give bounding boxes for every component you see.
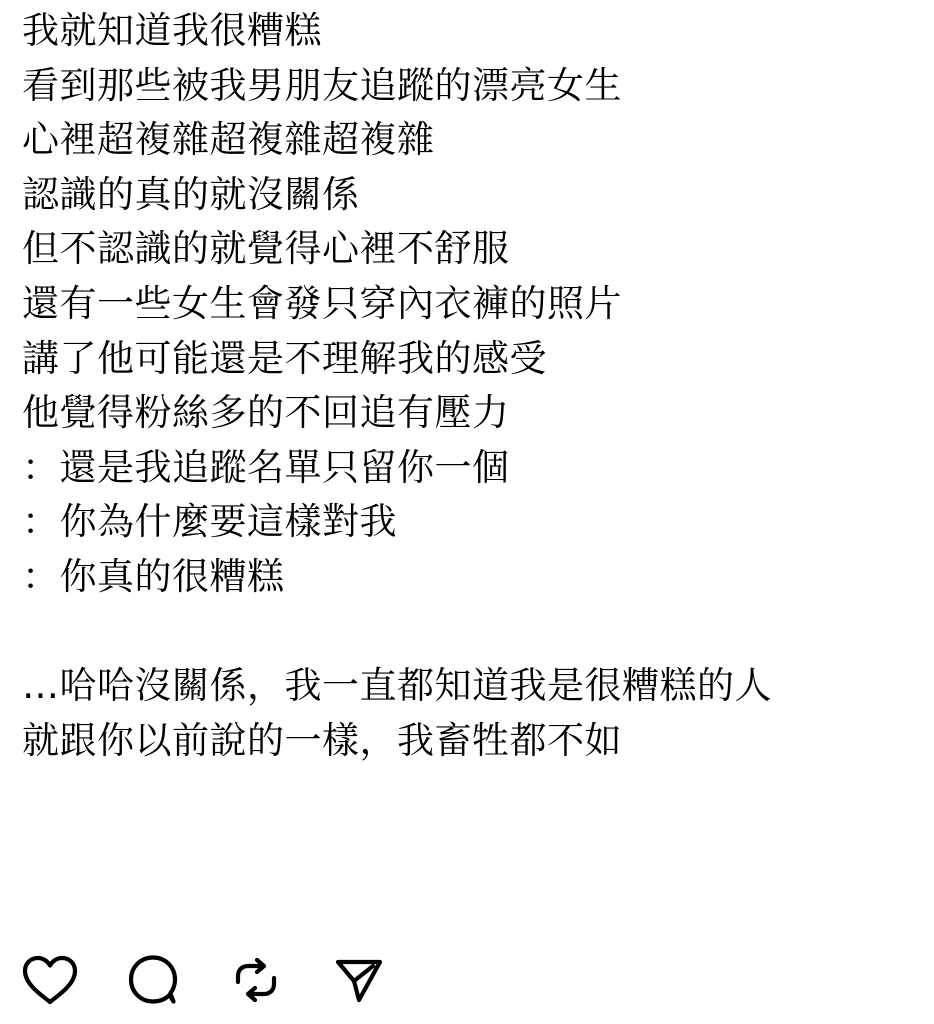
comment-button[interactable]: [123, 950, 183, 1010]
heart-icon: [21, 954, 79, 1006]
post-line: ：你真的很糟糕: [22, 554, 285, 598]
post-line: 心裡超複雜超複雜超複雜: [22, 118, 435, 162]
speech-bubble-icon: [125, 952, 181, 1008]
post-action-bar: [20, 950, 432, 1010]
share-button[interactable]: [329, 950, 389, 1010]
post-line: 還有一些女生會發只穿內衣褲的照片: [22, 281, 622, 325]
post-line: 看到那些被我男朋友追蹤的漂亮女生: [22, 63, 622, 107]
repost-arrows-icon: [230, 952, 282, 1008]
post-line: 認識的真的就沒關係: [22, 172, 360, 216]
post-line: 但不認識的就覺得心裡不舒服: [22, 227, 510, 271]
post-text: [22, 4, 922, 768]
post-line: 講了他可能還是不理解我的感受: [22, 336, 547, 380]
post-line: 他覺得粉絲多的不回追有壓力: [22, 391, 510, 435]
post-line: 就跟你以前說的一樣，我畜牲都不如: [22, 718, 622, 762]
repost-button[interactable]: [226, 950, 286, 1010]
post-line: …哈哈沒關係，我一直都知道我是很糟糕的人: [22, 664, 772, 708]
like-button[interactable]: [20, 950, 80, 1010]
post-line: ：你為什麼要這樣對我: [22, 500, 397, 544]
send-paper-plane-icon: [333, 954, 385, 1006]
post-line: ：還是我追蹤名單只留你一個: [22, 445, 510, 489]
post-line: 我就知道我很糟糕: [22, 9, 322, 52]
paragraph-break: [22, 605, 922, 660]
